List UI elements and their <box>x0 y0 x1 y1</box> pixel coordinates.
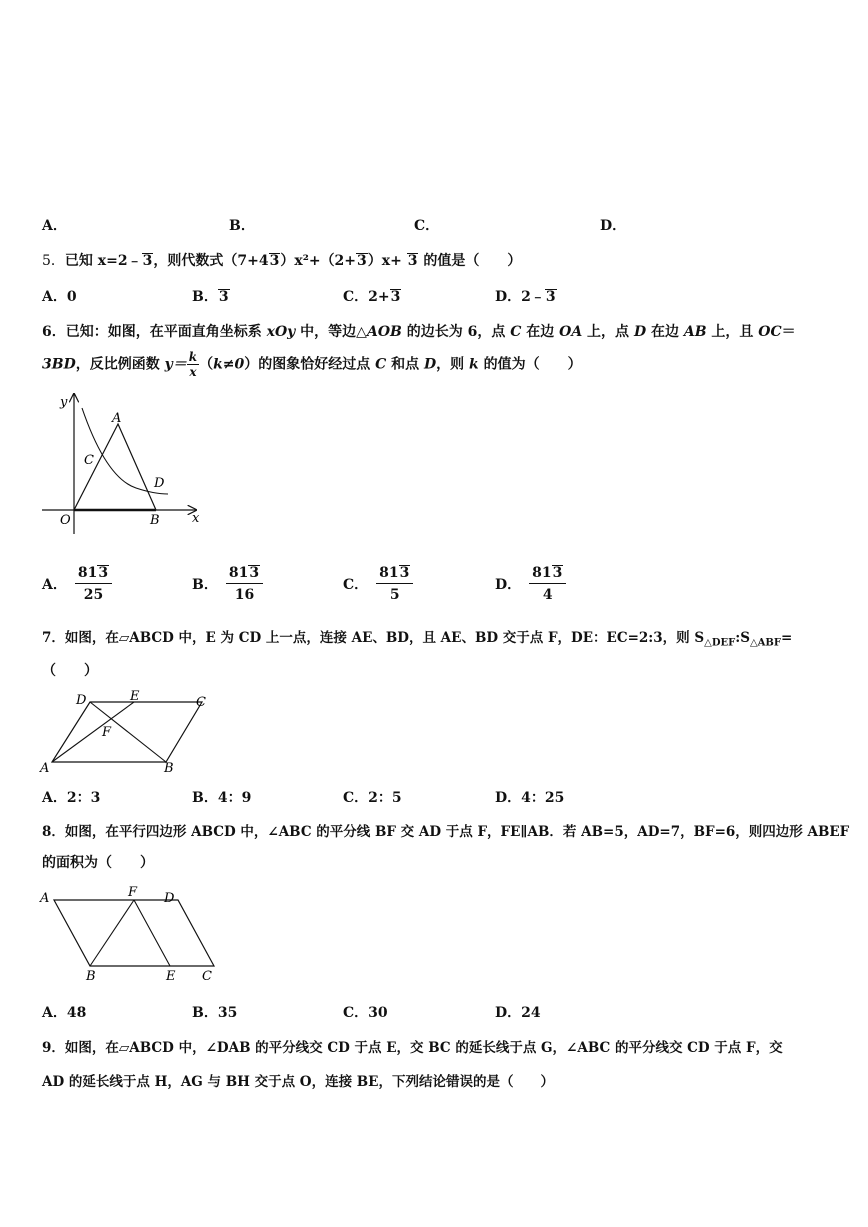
segment-bf <box>90 900 134 966</box>
q4-option-a: A． <box>42 218 67 234</box>
label-b: B <box>86 969 96 984</box>
q6-fraction: $\frac{k}{x}$ <box>188 350 198 379</box>
q6-option-a: A． $\frac{813}{25}$ <box>42 565 112 603</box>
q7-stem-line1: 7．如图，在▱ABCD 中，E 为 CD 上一点，连接 AE、BD，且 AE、BD 交于点 F，DE：EC=2:3，则 $S_{\triangle DEF}:S_{\triangle ABF}=$ <box>42 630 793 649</box>
label-x: x <box>192 511 200 526</box>
label-e: E <box>166 969 176 984</box>
q8-figure <box>36 882 226 988</box>
q5-option-a: A．0 <box>42 289 77 305</box>
q5-stem-b: ，则代数式（7+4 <box>153 253 269 269</box>
q7-option-d: D．4：25 <box>495 790 565 806</box>
q4-option-d: D． <box>600 218 627 234</box>
q9-stem-line2: AD 的延长线于点 H，AG 与 BH 交于点 O，连接 BE，下列结论错误的是（ ） <box>42 1074 554 1090</box>
q5-option-c: C．2+3 <box>343 289 401 305</box>
label-d: D <box>164 891 175 906</box>
label-c: C <box>196 695 206 710</box>
q8-option-c: C．30 <box>343 1005 388 1021</box>
segment-ae <box>52 702 134 762</box>
q5-sqrt: 3 <box>142 253 153 269</box>
label-e: E <box>130 689 140 704</box>
q8-option-d: D．24 <box>495 1005 541 1021</box>
label-d: D <box>154 476 165 491</box>
label-c: C <box>84 453 94 468</box>
q7-option-b: B．4：9 <box>192 790 252 806</box>
label-b: B <box>164 761 174 776</box>
segment-fe <box>134 900 170 966</box>
label-a: A <box>40 761 50 776</box>
label-a: A <box>40 891 50 906</box>
label-d: D <box>76 693 87 708</box>
q9-stem-line1: 9．如图，在▱ABCD 中，∠DAB 的平分线交 CD 于点 E，交 BC 的延长线于点 G，∠ABC 的平分线交 CD 于点 F，交 <box>42 1040 783 1056</box>
q5-stem <box>42 250 521 270</box>
label-f: F <box>128 885 138 900</box>
q7-option-c: C．2：5 <box>343 790 402 806</box>
q6-figure <box>36 388 216 538</box>
label-b: B <box>150 513 160 528</box>
q8-option-b: B．35 <box>192 1005 238 1021</box>
parallelogram-abcd <box>52 702 202 762</box>
label-o: O <box>60 513 71 528</box>
q6-stem-line1: 6．已知：如图，在平面直角坐标系 xOy 中，等边△AOB 的边长为 6，点 C 在边 OA 上，点 D 在边 AB 上，且 OC＝ <box>42 324 796 340</box>
q8-stem-line1: 8．如图，在平行四边形 ABCD 中，∠ABC 的平分线 BF 交 AD 于点 F，FE∥AB．若 AB=5，AD=7，BF=6，则四边形 ABEF <box>42 824 850 840</box>
q5-sqrt: 3 <box>407 253 418 269</box>
q7-option-a: A．2：3 <box>42 790 101 806</box>
q4-option-b: B． <box>229 218 255 234</box>
q8-option-a: A．48 <box>42 1005 87 1021</box>
q7-figure <box>36 688 216 776</box>
q4-option-c: C． <box>414 218 440 234</box>
q5-option-d: D．2﹣3 <box>495 289 556 305</box>
q6-option-d: D． $\frac{813}{4}$ <box>495 565 566 603</box>
q5-stem-c: ）x²+（2+ <box>280 253 357 269</box>
label-f: F <box>102 725 112 740</box>
q8-stem-line2: 的面积为（ ） <box>42 855 154 871</box>
q6-stem-line2: 3BD，反比例函数 y＝ $\frac{k}{x}$ （k≠0）的图象恰好经过点 C 和点 D，则 k 的值为（ ） <box>42 350 582 379</box>
parallelogram-abcd <box>54 900 214 966</box>
q5-option-b: B．3 <box>192 289 229 305</box>
q5-stem-e: 的值是（ ） <box>418 253 522 269</box>
q5-stem-a: 已知 x=2﹣ <box>64 253 142 269</box>
q5-sqrt: 3 <box>269 253 280 269</box>
label-c: C <box>202 969 212 984</box>
q6-option-b: B． $\frac{813}{16}$ <box>192 565 263 603</box>
label-y: y <box>60 395 68 410</box>
q5-number: 5． <box>42 253 65 269</box>
q7-stem-line2: （ ） <box>42 663 98 679</box>
q5-stem-d: ）x+ <box>367 253 407 269</box>
label-a: A <box>112 411 122 426</box>
q6-option-c: C． $\frac{813}{5}$ <box>343 565 413 603</box>
q5-sqrt: 3 <box>357 253 367 269</box>
